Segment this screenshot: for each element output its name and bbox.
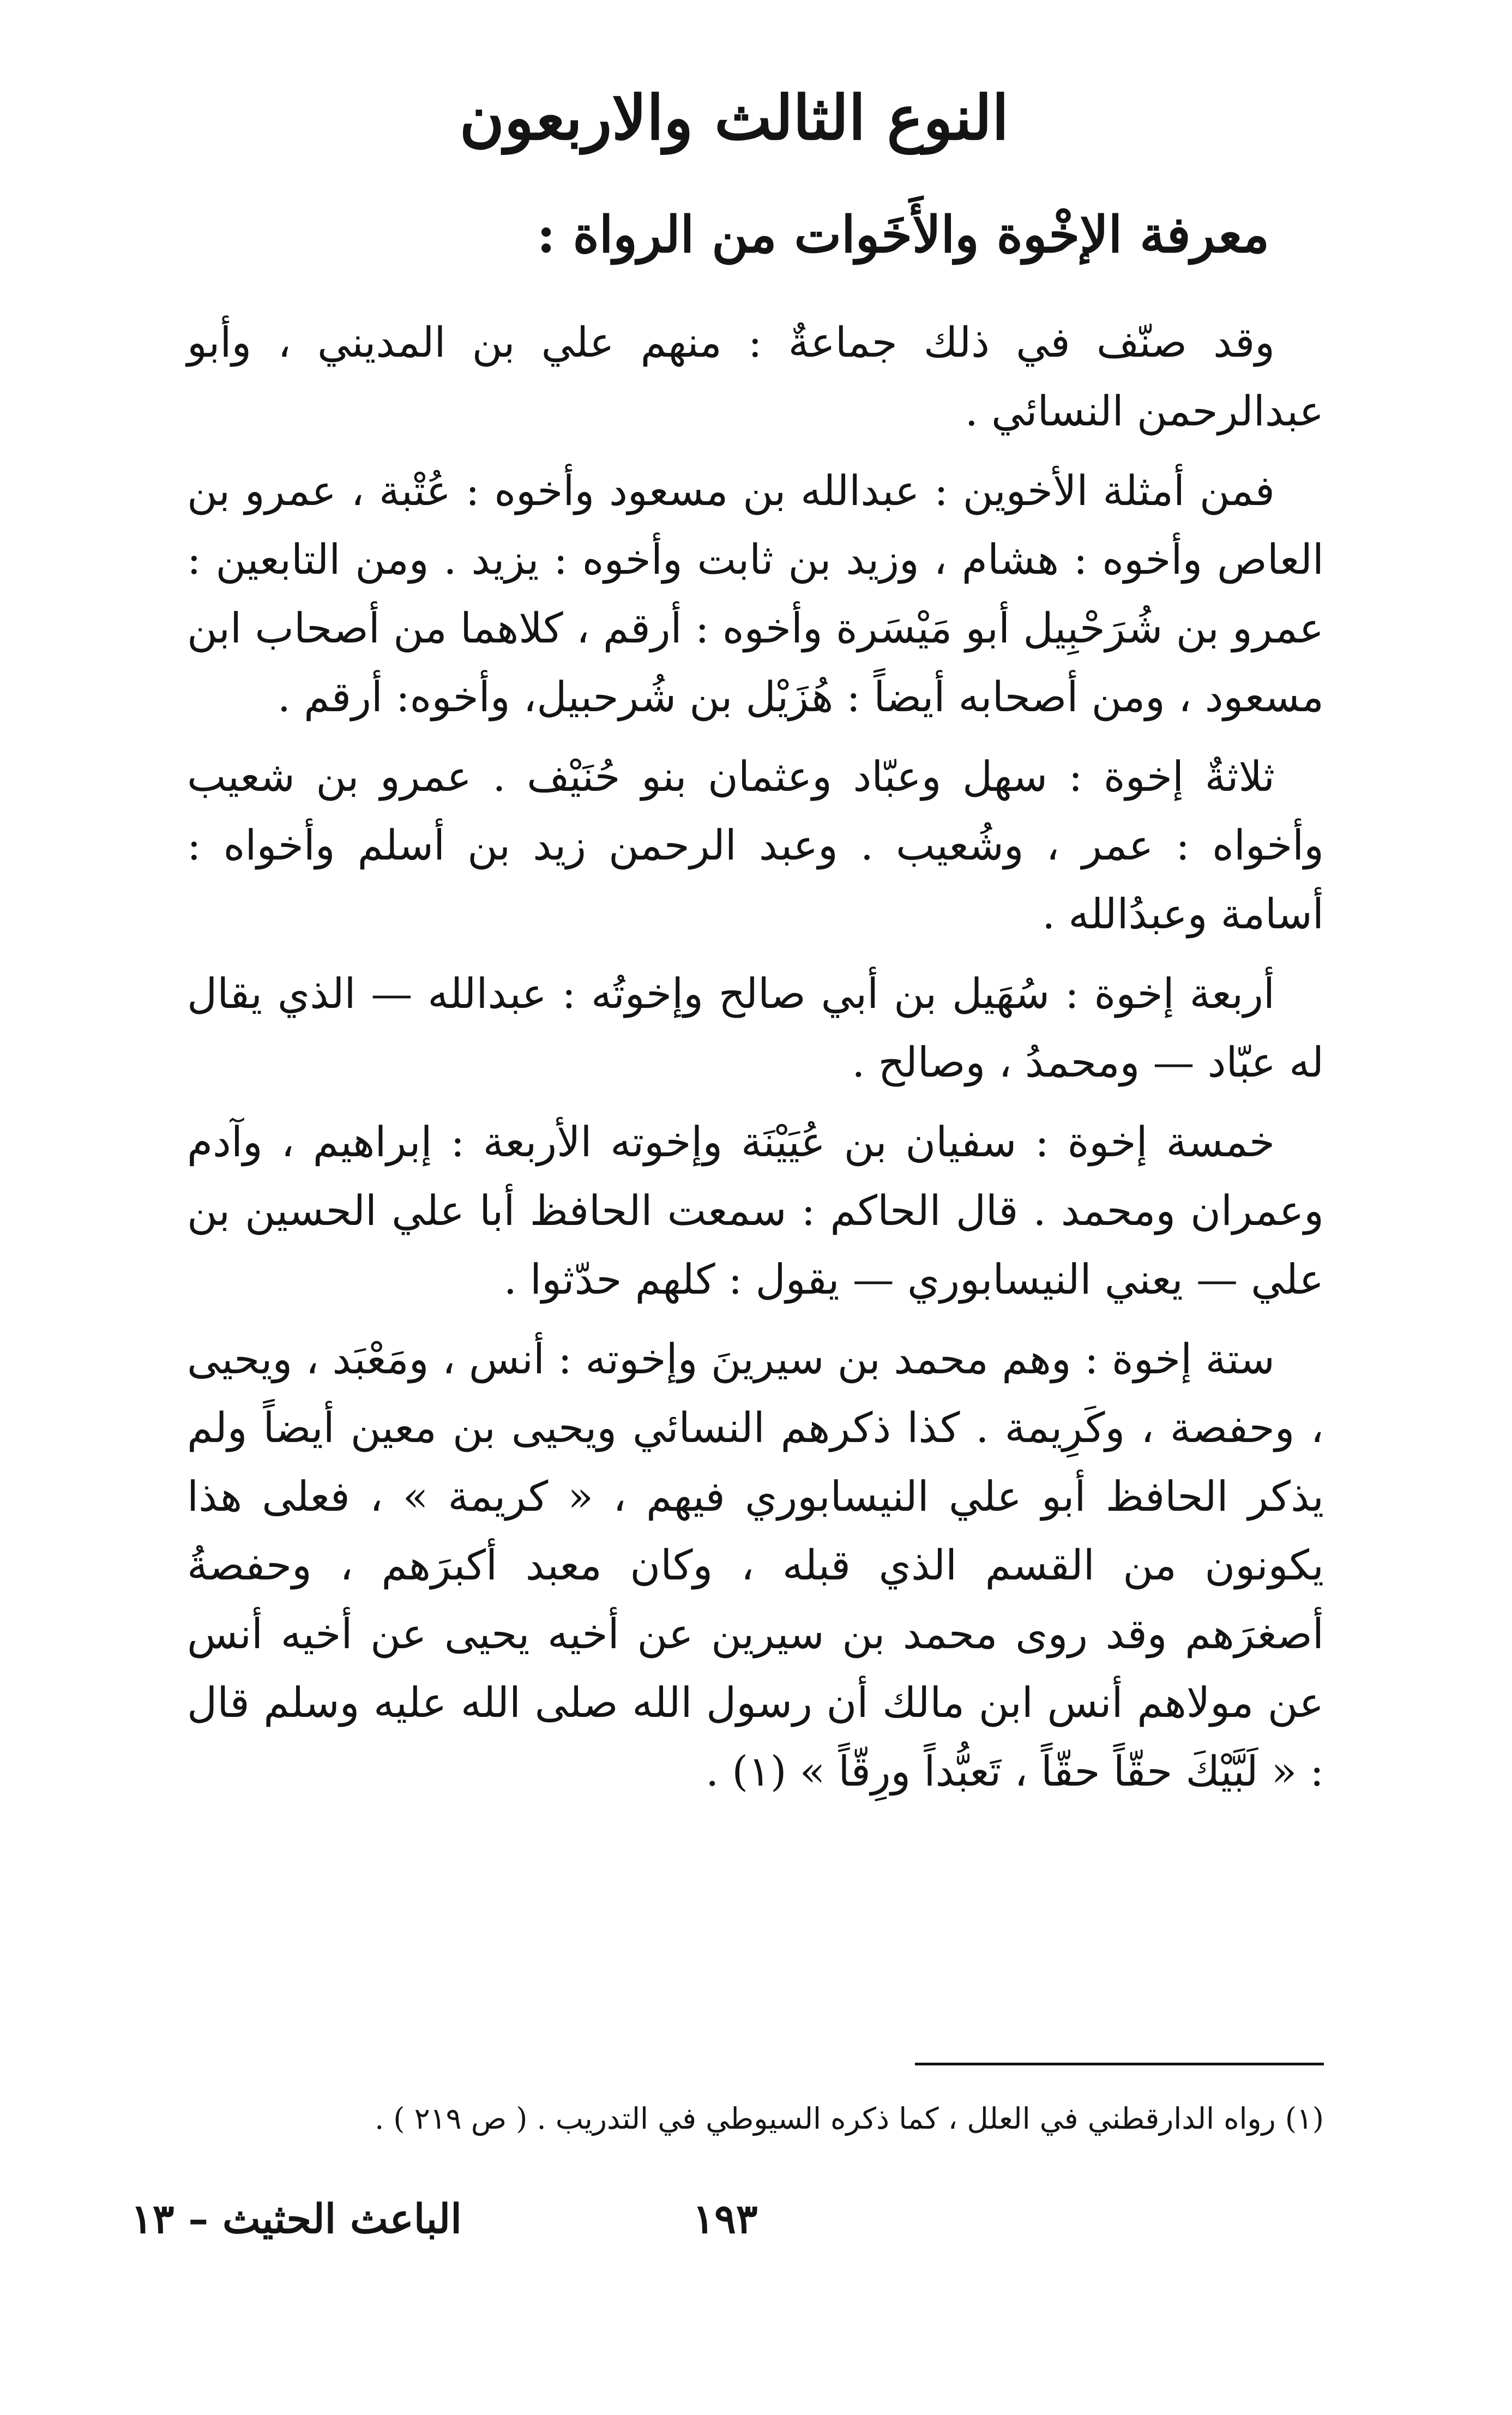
paragraph-three-brothers: ثلاثةٌ إخوة : سهل وعبّاد وعثمان بنو حُنَيْف . عمرو بن شعيب وأخواه : عمر ، وشُعيب . وعبد الرحمن زيد بن أسلم وأخواه : أسامة وعبدُالله . [187, 752, 1324, 938]
section-heading: معرفة الإخْوة والأَخَوات من الرواة : [537, 205, 1269, 264]
body-text [187, 308, 1324, 1817]
chapter-title: النوع الثالث والاربعون [459, 82, 1009, 154]
paragraph-intro: وقد صنّف في ذلك جماعةٌ : منهم علي بن المديني ، وأبو عبدالرحمن النسائي . [187, 318, 1324, 435]
paragraph-five-brothers: خمسة إخوة : سفيان بن عُيَيْنَة وإخوته الأربعة : إبراهيم ، وآدم وعمران ومحمد . قال الحاكم : سمعت الحافظ أبا علي الحسين بن علي — يعني النيسابوري — يقول : كلهم حدّثوا . [187, 1118, 1324, 1303]
paragraph-two-brothers: فمن أمثلة الأخوين : عبدالله بن مسعود وأخوه : عُتْبة ، عمرو بن العاص وأخوه : هشام ، وزيد بن ثابت وأخوه : يزيد . ومن التابعين : عمرو بن شُرَحْبِيل أبو مَيْسَرة وأخوه : أرقم ، كلاهما من أصحاب ابن مسعود ، ومن أصحابه أيضاً : هُزَيْل بن شُرحبيل، وأخوه: أرقم . [187, 466, 1324, 721]
book-title-footer: الباعث الحثيث – ١٣ [131, 2196, 462, 2243]
page-number: ١٩٣ [692, 2196, 758, 2243]
footnote: (١) رواه الدارقطني في العلل ، كما ذكره السيوطي في التدريب . ( ص ٢١٩ ) . [375, 2101, 1324, 2136]
paragraph-four-brothers: أربعة إخوة : سُهَيل بن أبي صالح وإخوتُه : عبدالله — الذي يقال له عبّاد — ومحمدُ ، وصالح . [187, 969, 1324, 1086]
paragraph-six-siblings: ستة إخوة : وهم محمد بن سيرينَ وإخوته : أنس ، ومَعْبَد ، ويحيى ، وحفصة ، وكَرِيمة . كذا ذكرهم النسائي ويحيى بن معين أيضاً ولم يذكر الحافظ أبو علي النيسابوري فيهم ، « كريمة » ، فعلى هذا يكونون من القسم الذي قبله ، وكان معبد أكبرَهم ، وحفصةُ أصغرَهم وقد روى محمد بن سيرين عن أخيه يحيى عن أخيه أنس عن مولاهم أنس ابن مالك أن رسول الله صلى الله عليه وسلم قال : « لَبَّيْكَ حقّاً حقّاً ، تَعبُّداً ورِقّاً » (١) . [187, 1335, 1324, 1795]
footnote-divider [915, 2063, 1324, 2065]
